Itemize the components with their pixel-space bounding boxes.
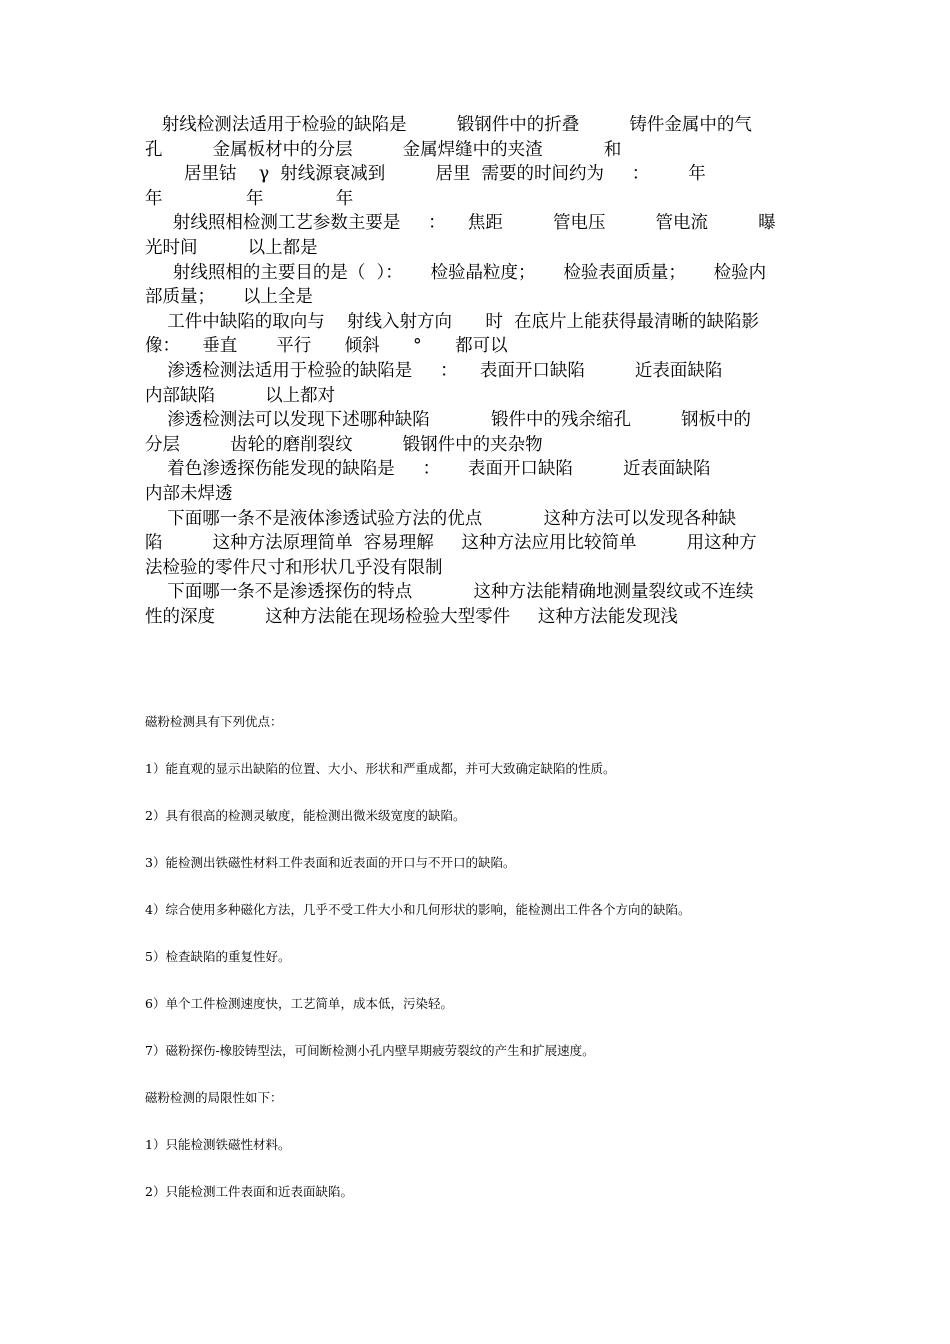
- question-item: [145, 580, 810, 629]
- note-item: 1）只能检测铁磁性材料。: [145, 1137, 291, 1152]
- questions-section: [145, 113, 810, 629]
- question-line: 射线照相的主要目的是（ ）： 检验晶粒度； 检验表面质量； 检验内: [145, 262, 767, 283]
- note-item: 2）只能检测工件表面和近表面缺陷。: [145, 1184, 353, 1199]
- question-line: 孔 金属板材中的分层 金属焊缝中的夹渣 和: [145, 139, 622, 160]
- question-line: 下面哪一条不是液体渗透试验方法的优点 这种方法可以发现各种缺: [145, 508, 736, 529]
- question-line: 像： 垂直 平行 倾斜 ° 都可以: [145, 336, 508, 357]
- note-item: 2）具有很高的检测灵敏度，能检测出微米级宽度的缺陷。: [145, 808, 466, 823]
- question-line: 性的深度 这种方法能在现场检验大型零件 这种方法能发现浅: [145, 606, 678, 627]
- notes-heading: 磁粉检测的局限性如下：: [145, 1090, 283, 1105]
- note-item: 1）能直观的显示出缺陷的位置、大小、形状和严重成都，并可大致确定缺陷的性质。: [145, 761, 616, 776]
- question-line: 内部缺陷 以上都对: [145, 385, 336, 406]
- note-item: 3）能检测出铁磁性材料工件表面和近表面的开口与不开口的缺陷。: [145, 855, 516, 870]
- question-line: 渗透检测法可以发现下述哪种缺陷 锻件中的残余缩孔 钢板中的: [145, 410, 752, 431]
- question-line: 渗透检测法适用于检验的缺陷是 ： 表面开口缺陷 近表面缺陷: [145, 360, 723, 381]
- question-item: [145, 507, 810, 581]
- note-item: 6）单个工件检测速度快，工艺简单，成本低，污染轻。: [145, 996, 453, 1011]
- question-line: 射线检测法适用于检验的缺陷是 锻钢件中的折叠 铸件金属中的气: [145, 115, 752, 135]
- question-line: 下面哪一条不是渗透探伤的特点 这种方法能精确地测量裂纹或不连续: [145, 582, 754, 603]
- question-line: 射线照相检测工艺参数主要是 ： 焦距 管电压 管电流 曝: [145, 213, 776, 234]
- question-line: 部质量； 以上全是: [145, 287, 313, 308]
- question-line: 工件中缺陷的取向与 射线入射方向 时 在底片上能获得最清晰的缺陷影: [145, 311, 760, 332]
- question-line: 内部未焊透: [145, 483, 233, 504]
- question-item: [145, 162, 810, 211]
- question-item: [145, 457, 810, 506]
- question-line: 法检验的零件尺寸和形状几乎没有限制: [145, 557, 443, 578]
- question-item: [145, 359, 810, 408]
- question-item: [145, 310, 810, 359]
- question-line: 分层 齿轮的磨削裂纹 锻钢件中的夹杂物: [145, 434, 543, 455]
- question-line: 居里钴 γ 射线源衰减到 居里 需要的时间约为 ： 年: [145, 164, 706, 185]
- question-line: 陷 这种方法原理简单 容易理解 这种方法应用比较简单 用这种方: [145, 533, 757, 554]
- notes-heading: 磁粉检测具有下列优点：: [145, 714, 283, 729]
- note-item: 5）检查缺陷的重复性好。: [145, 949, 291, 964]
- question-item: [145, 261, 810, 310]
- magnetic-testing-notes: [145, 714, 845, 1231]
- question-item: [145, 408, 810, 457]
- question-line: 着色渗透探伤能发现的缺陷是 ： 表面开口缺陷 近表面缺陷: [145, 459, 711, 480]
- question-item: [145, 211, 810, 260]
- question-line: 年 年 年: [145, 188, 354, 209]
- question-line: 光时间 以上都是: [145, 237, 318, 258]
- note-item: 7）磁粉探伤-橡胶铸型法，可间断检测小孔内壁早期疲劳裂纹的产生和扩展速度。: [145, 1043, 595, 1058]
- question-item: [145, 113, 810, 162]
- note-item: 4）综合使用多种磁化方法，几乎不受工件大小和几何形状的影响，能检测出工件各个方向的缺陷。: [145, 902, 691, 917]
